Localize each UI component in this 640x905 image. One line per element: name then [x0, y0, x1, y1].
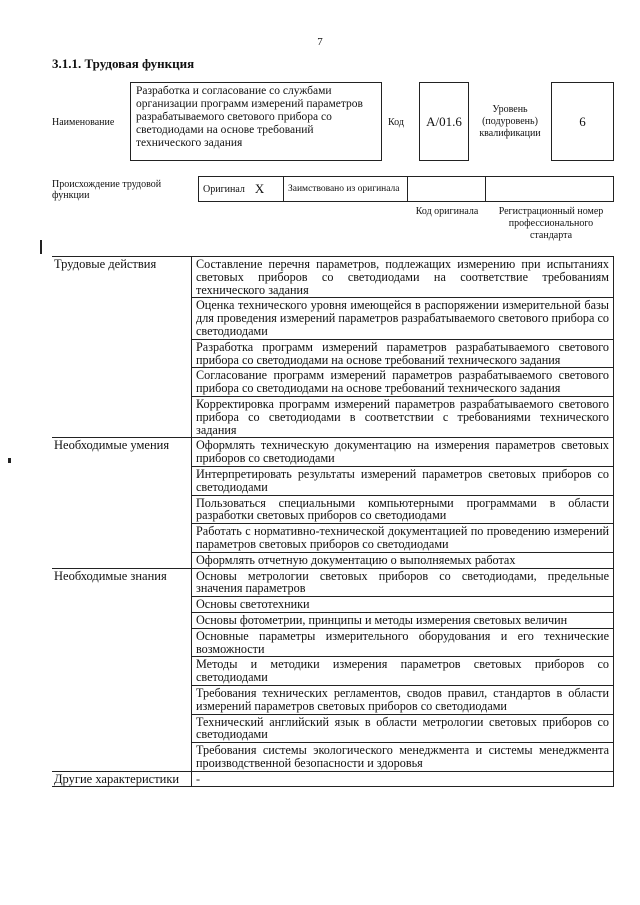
reg-number-cell — [486, 177, 613, 201]
item-cell: Работать с нормативно-технической документацией по проведению измерений параметров световых приборов со светодиодами — [192, 524, 614, 553]
original-mark: X — [254, 181, 265, 196]
origin-original-cell — [199, 177, 284, 201]
item-cell: Интерпретировать результаты измерений параметров световых приборов со светодиодами — [192, 466, 614, 495]
margin-mark — [40, 240, 42, 254]
borrowed-label: Заимствовано из оригинала — [284, 177, 408, 201]
category-cell: Другие характеристики — [52, 771, 192, 787]
item-cell: Корректировка программ измерений параметров разрабатываемого светового прибора со светодиодами в соответствии с требованиями технического задания — [192, 396, 614, 437]
item-cell: Пользоваться специальными компьютерными программами в области разработки световых приборов со светодиодами — [192, 495, 614, 524]
item-cell: Требования системы экологического менеджмента и системы менеджмента производственной безопасности и здоровья — [192, 743, 614, 772]
page-number: 7 — [317, 36, 323, 48]
category-cell: Необходимые умения — [52, 438, 192, 568]
item-cell: Основы фотометрии, принципы и методы измерения световых величин — [192, 612, 614, 628]
code-label: Код — [388, 117, 404, 128]
function-name-box: Разработка и согласование со службами организации программ измерений параметров разрабатываемого светового прибора со светодиодами на основе требований технического задания — [130, 82, 382, 161]
item-cell: Основы светотехники — [192, 597, 614, 613]
category-cell: Необходимые знания — [52, 568, 192, 771]
item-cell: Составление перечня параметров, подлежащих измерению при испытаниях световых приборов со светодиодами на соответствие требованиям технического задания — [192, 257, 614, 298]
section-title: 3.1.1. Трудовая функция — [52, 56, 195, 71]
function-table — [52, 256, 614, 787]
item-cell: Оформлять техническую документацию на измерения параметров световых приборов со светодиодами — [192, 438, 614, 467]
item-cell: Технический английский язык в области метрологии световых приборов со светодиодами — [192, 714, 614, 743]
table-row — [52, 771, 614, 787]
level-label: Уровень (подуровень) квалификации — [479, 104, 541, 139]
item-cell: Разработка программ измерений параметров разрабатываемого светового прибора со светодиодами на основе требований технического задания — [192, 339, 614, 368]
table-row — [52, 438, 614, 467]
code-box: A/01.6 — [419, 82, 469, 161]
item-cell: Оформлять отчетную документацию о выполняемых работах — [192, 552, 614, 568]
original-code-caption: Код оригинала — [415, 206, 479, 217]
level-box: 6 — [551, 82, 614, 161]
item-cell: Оценка технического уровня имеющейся в распоряжении измерительной базы для проведения измерений параметров разрабатываемого светового прибора со светодиодами — [192, 298, 614, 339]
item-cell: Согласование программ измерений параметров разрабатываемого светового прибора со светодиодами на основе требований технического задания — [192, 368, 614, 397]
original-code-cell — [408, 177, 486, 201]
margin-dot — [8, 458, 11, 463]
table-row — [52, 568, 614, 597]
item-cell: Требования технических регламентов, сводов правил, стандартов в области измерений параметров световых приборов со светодиодами — [192, 685, 614, 714]
category-cell: Трудовые действия — [52, 257, 192, 438]
item-cell: - — [192, 771, 614, 787]
item-cell: Основы метрологии световых приборов со светодиодами, предельные значения параметров — [192, 568, 614, 597]
origin-label: Происхождение трудовой функции — [52, 179, 162, 201]
table-row — [52, 257, 614, 298]
name-label: Наименование — [52, 117, 115, 128]
original-label: Оригинал — [203, 183, 245, 195]
reg-number-caption: Регистрационный номер профессионального стандарта — [498, 206, 604, 241]
item-cell: Методы и методики измерения параметров световых приборов со светодиодами — [192, 657, 614, 686]
item-cell: Основные параметры измерительного оборудования и его технические возможности — [192, 628, 614, 657]
origin-row — [198, 176, 614, 202]
